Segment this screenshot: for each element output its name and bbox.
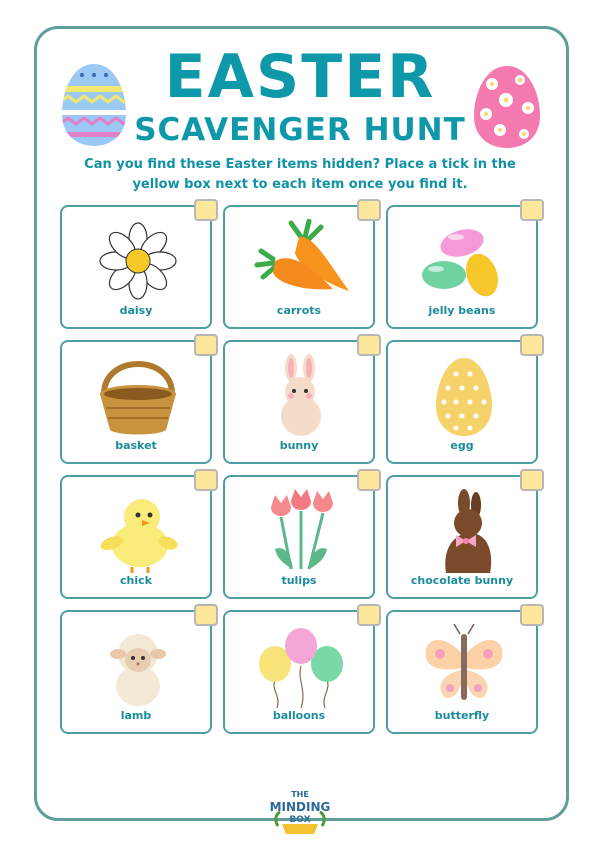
item-label: basket xyxy=(115,439,157,452)
item-card-chick xyxy=(60,475,212,599)
item-label: tulips xyxy=(281,574,317,587)
basket-icon xyxy=(88,354,188,438)
checkbox[interactable] xyxy=(357,199,381,221)
logo-line2: MINDING xyxy=(270,800,330,814)
item-card-bunny xyxy=(223,340,375,464)
item-card-basket xyxy=(60,340,212,464)
checkbox[interactable] xyxy=(520,334,544,356)
checkbox[interactable] xyxy=(194,469,218,491)
jelly-beans-icon xyxy=(414,219,514,303)
item-label: egg xyxy=(450,439,474,452)
checkbox[interactable] xyxy=(194,199,218,221)
logo-line1: THE xyxy=(291,790,309,799)
item-card-balloons xyxy=(223,610,375,734)
item-card-egg xyxy=(386,340,538,464)
item-card-daisy xyxy=(60,205,212,329)
the-minding-box-logo xyxy=(270,786,330,836)
checkbox[interactable] xyxy=(357,469,381,491)
daisy-icon xyxy=(88,219,188,303)
checkbox[interactable] xyxy=(357,604,381,626)
butterfly-icon xyxy=(414,624,514,708)
checkbox[interactable] xyxy=(520,604,544,626)
tulips-icon xyxy=(251,489,351,573)
item-card-butterfly xyxy=(386,610,538,734)
checkbox[interactable] xyxy=(194,334,218,356)
item-card-chocolate-bunny xyxy=(386,475,538,599)
item-label: carrots xyxy=(276,304,322,317)
checkbox[interactable] xyxy=(520,469,544,491)
balloons-icon xyxy=(251,624,351,708)
title-scavenger-hunt: SCAVENGER HUNT xyxy=(134,112,466,148)
title-easter: EASTER xyxy=(164,42,436,112)
checkbox[interactable] xyxy=(194,604,218,626)
item-label: daisy xyxy=(119,304,153,317)
item-label: balloons xyxy=(272,709,326,722)
bunny-icon xyxy=(251,354,351,438)
lamb-icon xyxy=(88,624,188,708)
item-card-lamb xyxy=(60,610,212,734)
logo-line3: BOX xyxy=(289,815,311,825)
checkbox[interactable] xyxy=(520,199,544,221)
item-card-jelly-beans xyxy=(386,205,538,329)
egg-icon xyxy=(414,354,514,438)
item-card-tulips xyxy=(223,475,375,599)
item-label: butterfly xyxy=(434,709,490,722)
chick-icon xyxy=(88,489,188,573)
item-label: lamb xyxy=(120,709,152,722)
item-label: jelly beans xyxy=(428,304,496,317)
chocolate-bunny-icon xyxy=(414,489,514,573)
item-label: bunny xyxy=(279,439,319,452)
checkbox[interactable] xyxy=(357,334,381,356)
instructions-text: Can you find these Easter items hidden? Place a tick in the yellow box next to each item once you find it. xyxy=(84,157,516,192)
item-label: chocolate bunny xyxy=(410,574,514,587)
item-card-carrots xyxy=(223,205,375,329)
item-label: chick xyxy=(120,574,152,587)
carrots-icon xyxy=(251,219,351,303)
